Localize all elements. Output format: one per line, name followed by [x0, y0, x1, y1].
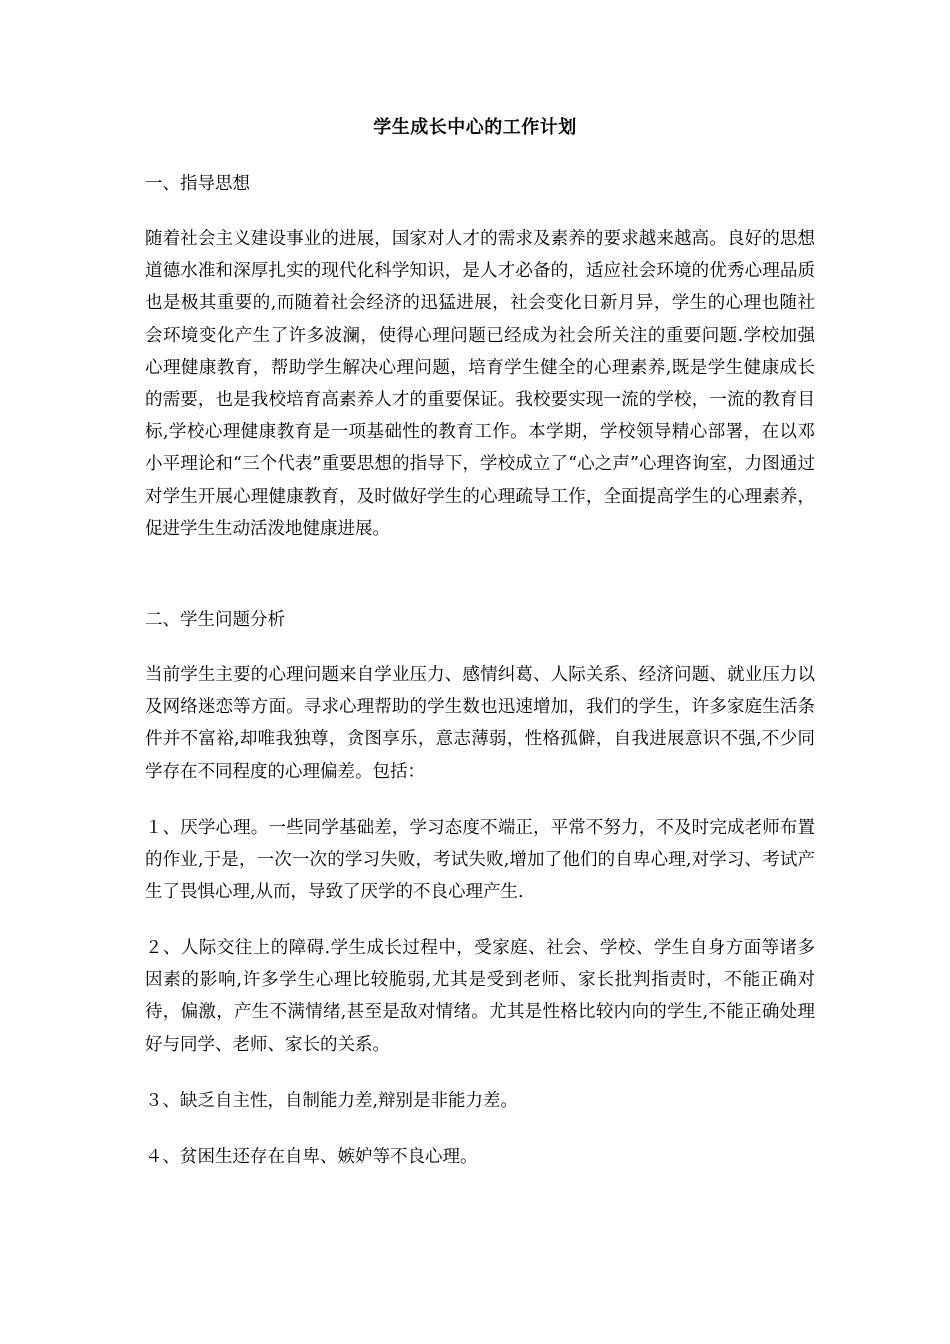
list-item-2: ２、人际交往上的障碍.学生成长过程中，受家庭、社会、学校、学生自身方面等诸多因素的影响,许多学生心理比较脆弱,尤其是受到老师、家长批判指责时，不能正确对待，偏激，产生不满情绪,甚至是敌对情绪。尤其是性格比较内向的学生,不能正确处理好与同学、老师、家长的关系。 — [145, 938, 815, 1055]
section-heading-guiding-ideology: 一、指导思想 — [145, 174, 250, 194]
section-heading-problem-analysis: 二、学生问题分析 — [145, 610, 285, 630]
paragraph-problem-overview: 当前学生主要的心理问题来自学业压力、感情纠葛、人际关系、经济问题、就业压力以及网络迷恋等方面。寻求心理帮助的学生数也迅速增加，我们的学生，许多家庭生活条件并不富裕,却唯我独尊，贪图享乐，意志薄弱，性格孤僻，自我进展意识不强,不少同学存在不同程度的心理偏差。包括： — [145, 665, 815, 782]
list-item-4: ４、贫困生还存在自卑、嫉妒等不良心理。 — [145, 1147, 478, 1167]
document-title: 学生成长中心的工作计划 — [373, 117, 577, 138]
paragraph-guiding-ideology: 随着社会主义建设事业的进展，国家对人才的需求及素养的要求越来越高。良好的思想道德水准和深厚扎实的现代化科学知识，是人才必备的，适应社会环境的优秀心理品质也是极其重要的,而随着社会经济的迅猛进展，社会变化日新月异，学生的心理也随社会环境变化产生了许多波澜，使得心理问题已经成为社会所关注的重要问题.学校加强心理健康教育，帮助学生解决心理问题，培育学生健全的心理素养,既是学生健康成长的需要，也是我校培育高素养人才的重要保证。我校要实现一流的学校，一流的教育目标,学校心理健康教育是一项基础性的教育工作。本学期，学校领导精心部署，在以邓小平理论和“三个代表”重要思想的指导下，学校成立了“心之声”心理咨询室，力图通过对学生开展心理健康教育，及时做好学生的心理疏导工作，全面提高学生的心理素养，促进学生生动活泼地健康进展。 — [145, 229, 815, 539]
list-item-1: １、厌学心理。一些同学基础差，学习态度不端正，平常不努力，不及时完成老师布置的作业,于是，一次一次的学习失败，考试失败,增加了他们的自卑心理,对学习、考试产生了畏惧心理,从而，导致了厌学的不良心理产生. — [145, 818, 815, 903]
list-item-3: ３、缺乏自主性，自制能力差,辩别是非能力差。 — [145, 1091, 519, 1111]
